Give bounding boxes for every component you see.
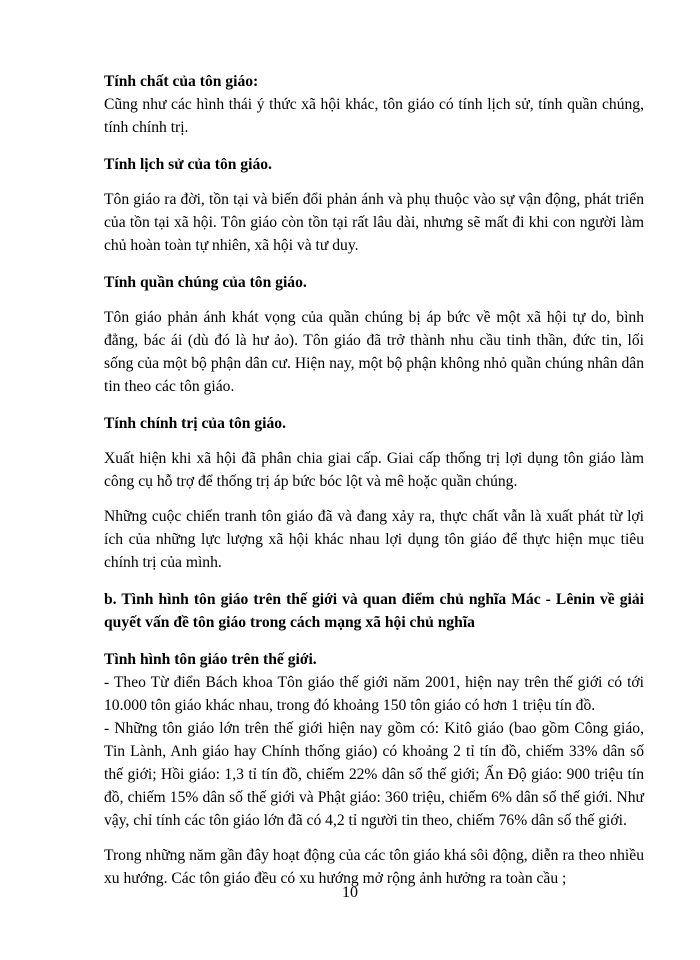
heading-world-situation: Tình hình tôn giáo trên thế giới. [104, 651, 317, 668]
paragraph-world-situation-1: - Theo Từ điển Bách khoa Tôn giáo thế giới năm 2001, hiện nay trên thế giới có tới 10.000 tôn giáo khác nhau, trong đó khoảng 150 tôn giáo có hơn 1 triệu tín đồ. [104, 674, 644, 714]
paragraph-properties: Cũng như các hình thái ý thức xã hội khác, tôn giáo có tính lịch sử, tính quần chúng, tính chính trị. [104, 96, 644, 136]
paragraph-mass: Tôn giáo phản ánh khát vọng của quần chúng bị áp bức về một xã hội tự do, bình đẳng, bác ái (dù đó là hư ảo). Tôn giáo đã trở thành nhu cầu tinh thần, đức tin, lối sống của một bộ phận dân cư. Hiện nay, một bộ phận không nhỏ quần chúng nhân dân tin theo các tôn giáo. [104, 309, 644, 395]
heading-political: Tính chính trị của tôn giáo. [104, 415, 286, 432]
paragraph-world-situation-2: - Những tôn giáo lớn trên thế giới hiện nay gồm có: Kitô giáo (bao gồm Công giáo, Tin Lành, Anh giáo hay Chính thống giáo) có khoảng 2 tỉ tín đồ, chiếm 33% dân số thế giới; Hồi giáo: 1,3 tỉ tín đồ, chiếm 22% dân số thế giới; Ấn Độ giáo: 900 triệu tín đồ, chiếm 15% dân số thế giới và Phật giáo: 360 triệu, chiếm 6% dân số thế giới. Như vậy, chỉ tính các tôn giáo lớn đã có 4,2 tỉ người tin theo, chiếm 76% dân số thế giới. [104, 720, 644, 829]
paragraph-political-1: Xuất hiện khi xã hội đã phân chia giai cấp. Giai cấp thống trị lợi dụng tôn giáo làm công cụ hỗ trợ để thống trị áp bức bóc lột và mê hoặc quần chúng. [104, 450, 644, 490]
paragraph-historical: Tôn giáo ra đời, tồn tại và biến đổi phản ánh và phụ thuộc vào sự vận động, phát triển của tồn tại xã hội. Tôn giáo còn tồn tại rất lâu dài, nhưng sẽ mất đi khi con người làm chủ hoàn toàn tự nhiên, xã hội và tư duy. [104, 191, 644, 254]
section-heading-b: b. Tình hình tôn giáo trên thế giới và quan điểm chủ nghĩa Mác - Lênin về giải quyết vấn đề tôn giáo trong cách mạng xã hội chủ nghĩa [104, 591, 644, 631]
page-number: 10 [342, 884, 358, 901]
paragraph-world-situation-3: Trong những năm gần đây hoạt động của các tôn giáo khá sôi động, diễn ra theo nhiều xu hướng. Các tôn giáo đều có xu hướng mở rộng ảnh hưởng ra toàn cầu ; [104, 847, 644, 887]
page-content [104, 70, 644, 890]
paragraph-political-2: Những cuộc chiến tranh tôn giáo đã và đang xảy ra, thực chất vẫn là xuất phát từ lợi ích của những lực lượng xã hội khác nhau lợi dụng tôn giáo để thực hiện mục tiêu chính trị của mình. [104, 508, 644, 571]
heading-properties: Tính chất của tôn giáo: [104, 73, 259, 90]
heading-historical: Tính lịch sử của tôn giáo. [104, 156, 272, 173]
heading-mass: Tính quần chúng của tôn giáo. [104, 274, 307, 291]
